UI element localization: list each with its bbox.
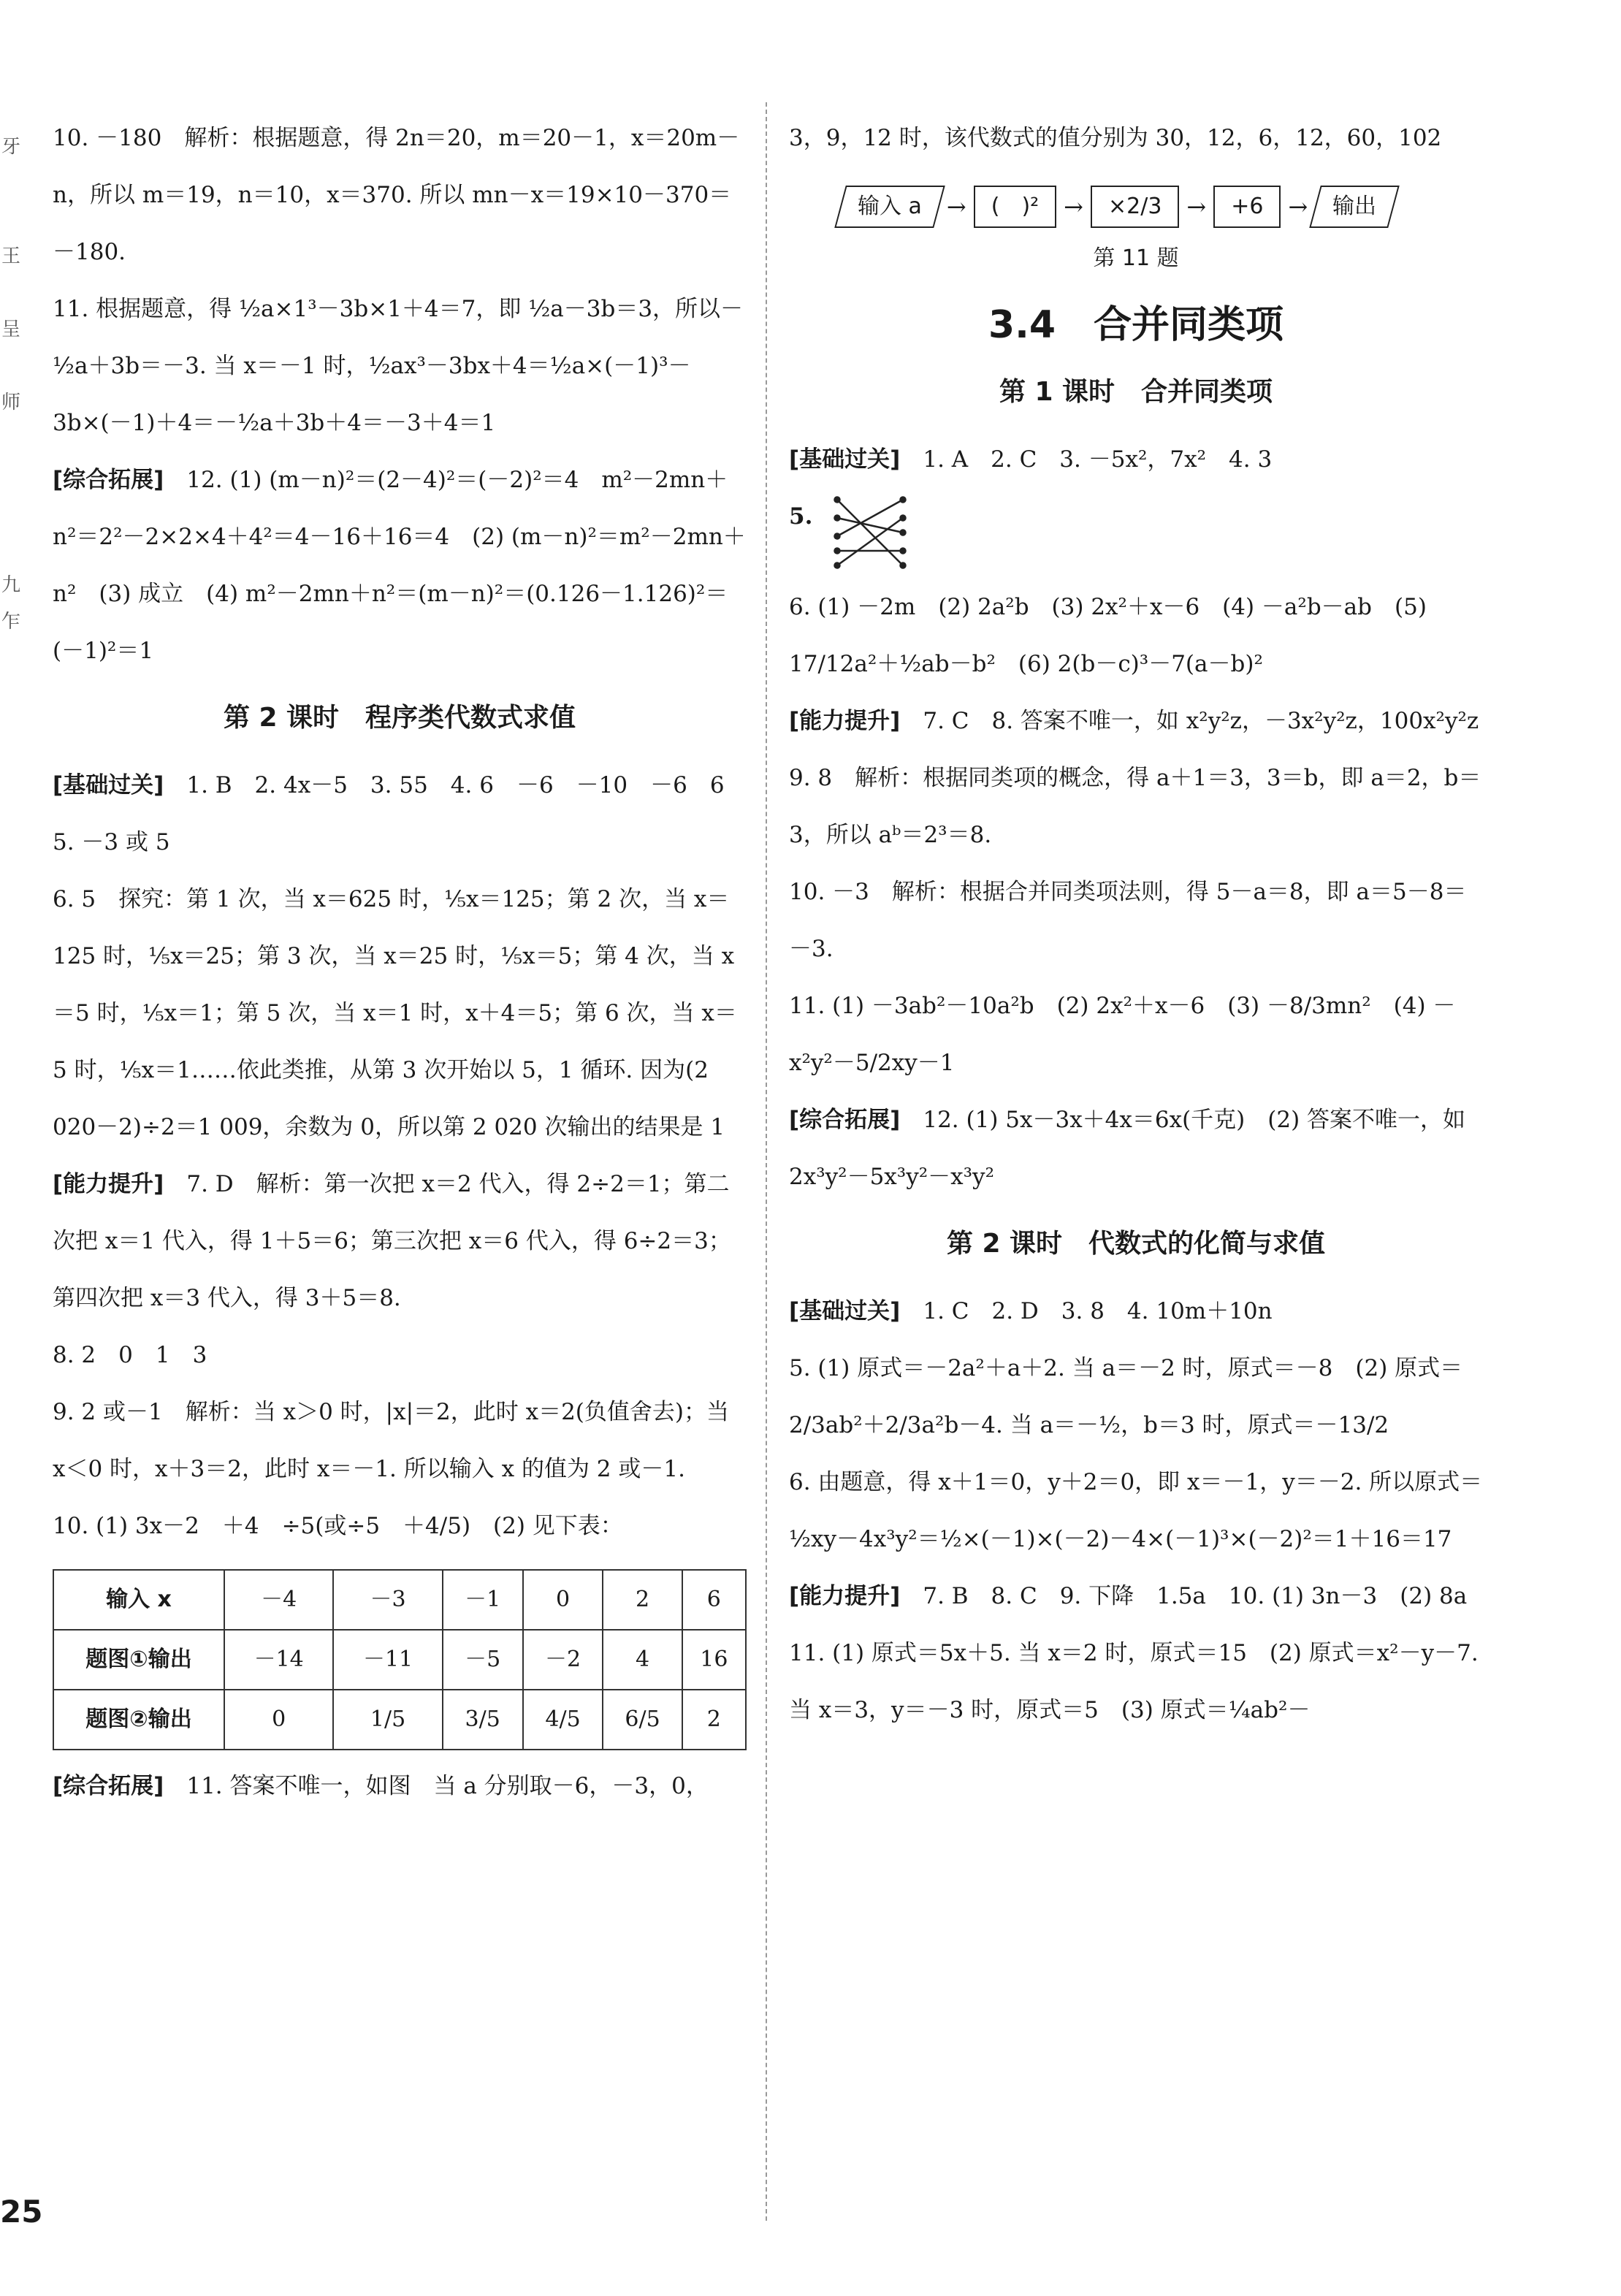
answer-q5 xyxy=(789,488,1483,579)
table-cell: －5 xyxy=(443,1630,523,1690)
table-cell: 题图②输出 xyxy=(53,1690,224,1750)
table-cell: －2 xyxy=(523,1630,603,1690)
flow-square-box: ( )² xyxy=(974,186,1056,228)
table-cell: 16 xyxy=(682,1630,746,1690)
answer-q12 xyxy=(53,451,747,679)
answer-q11b-cont: 3，9，12 时，该代数式的值分别为 30，12，6，12，60，102 xyxy=(789,125,1442,151)
answer-q7 xyxy=(53,1156,747,1327)
section-tag: [基础过关] xyxy=(53,772,164,798)
edge-char: 九 xyxy=(1,574,21,596)
section-tag: [能力提升] xyxy=(53,1171,164,1197)
basic-answers xyxy=(789,431,1483,488)
answer-q11b-text: 11. 答案不唯一，如图 当 a 分别取－6，－3，0， xyxy=(186,1773,709,1799)
arrow-icon: → xyxy=(946,193,966,221)
arrow-icon: → xyxy=(1064,193,1083,221)
basic-answers-text: 1. B 2. 4x－5 3. 55 4. 6 －6 －10 －6 6 5. －3 或 5 xyxy=(53,772,747,855)
section-tag: [基础过关] xyxy=(789,1298,901,1324)
table-cell: 2 xyxy=(682,1690,746,1750)
flow-input-box: 输入 a xyxy=(834,186,945,228)
table-cell: －14 xyxy=(224,1630,333,1690)
basic-answers-text: 1. C 2. D 3. 8 4. 10m＋10n xyxy=(923,1298,1273,1324)
right-column xyxy=(789,110,1486,1739)
answer-q9: 9. 2 或－1 解析：当 x＞0 时，|x|＝2，此时 x＝2(负值舍去)；当 x＜0 时，x＋3＝2，此时 x＝－1. 所以输入 x 的值为 2 或－1. xyxy=(53,1399,736,1482)
table-cell: 输入 x xyxy=(53,1570,224,1630)
answer-q12-text: 12. (1) (m－n)²＝(2－4)²＝(－2)²＝4 m²－2mn＋n²＝2²－2×2×4＋4²＝4－16＋16＝4 (2) (m－n)²＝m²－2mn＋n² (3) 成立 (4) m²－2mn＋n²＝(m－n)²＝(0.126－1.126)²＝(－1)²＝1 xyxy=(53,467,746,664)
table-cell: 3/5 xyxy=(443,1690,523,1750)
answer-q11c: 11. (1) 原式＝5x＋5. 当 x＝2 时，原式＝15 (2) 原式＝x²－y－7. 当 x＝3，y＝－3 时，原式＝5 (3) 原式＝¼ab²－ xyxy=(789,1640,1486,1723)
basic-answers xyxy=(53,757,747,871)
edge-char: 牙 xyxy=(1,136,21,158)
section-tag: [综合拓展] xyxy=(53,467,164,493)
table-cell: 0 xyxy=(523,1570,603,1630)
answer-q5-label: 5. xyxy=(789,503,813,530)
section-title: 3.4 合并同类项 xyxy=(988,303,1284,347)
answer-q11: 11. 根据题意，得 ½a×1³－3b×1＋4＝7，即 ½a－3b＝3，所以－½a＋3b＝－3. 当 x＝－1 时，½ax³－3bx＋4＝½a×(－1)³－3b×(－1)＋4＝－½a＋3b＋4＝－3＋4＝1 xyxy=(53,296,744,436)
answer-table xyxy=(53,1569,747,1750)
left-column xyxy=(53,110,747,1815)
section-tag: [综合拓展] xyxy=(789,1107,901,1133)
table-cell: －11 xyxy=(333,1630,442,1690)
edge-char: 王 xyxy=(1,245,21,267)
section-tag: [能力提升] xyxy=(789,1583,901,1609)
answer-q10b: 10. (1) 3x－2 ＋4 ÷5(或÷5 ＋4/5) (2) 见下表： xyxy=(53,1513,623,1539)
answer-q7-8 xyxy=(789,693,1483,750)
answer-q10: 10. －3 解析：根据合并同类项法则，得 5－a＝8，即 a＝5－8＝－3. xyxy=(789,879,1467,962)
table-cell: －1 xyxy=(443,1570,523,1630)
answer-q12-text: 12. (1) 5x－3x＋4x＝6x(千克) (2) 答案不唯一，如 2x³y²－5x³y²－x³y² xyxy=(789,1107,1473,1190)
lesson-title: 第 1 课时 合并同类项 xyxy=(999,377,1273,407)
table-cell: 题图①输出 xyxy=(53,1630,224,1690)
section-tag: [基础过关] xyxy=(789,446,901,473)
answer-q6: 6. (1) －2m (2) 2a²b (3) 2x²＋x－6 (4) －a²b－ab (5) 17/12a²＋½ab－b² (6) 2(b－c)³－7(a－b)² xyxy=(789,594,1434,677)
table-row xyxy=(53,1690,746,1750)
arrow-icon: → xyxy=(1186,193,1207,221)
basic-answers-text: 1. A 2. C 3. －5x²，7x² 4. 3 xyxy=(923,446,1273,473)
answer-q10: 10. －180 解析：根据题意，得 2n＝20，m＝20－1，x＝20m－n，所以 m＝19，n＝10，x＝370. 所以 mn－x＝19×10－370＝－180. xyxy=(53,125,740,265)
section-tag: [能力提升] xyxy=(789,708,901,734)
answer-q5b: 5. (1) 原式＝－2a²＋a＋2. 当 a＝－2 时，原式＝－8 (2) 原式＝2/3ab²＋2/3a²b－4. 当 a＝－½，b＝3 时，原式＝－13/2 xyxy=(789,1355,1463,1438)
table-cell: 2 xyxy=(603,1570,682,1630)
answer-q11: 11. (1) －3ab²－10a²b (2) 2x²＋x－6 (3) －8/3mn² (4) －x²y²－5/2xy－1 xyxy=(789,993,1456,1076)
table-row xyxy=(53,1630,746,1690)
flow-add-box: +6 xyxy=(1213,186,1281,228)
answer-q6: 6. 5 探究：第 1 次，当 x＝625 时，⅕x＝125；第 2 次，当 x＝125 时，⅕x＝25；第 3 次，当 x＝25 时，⅕x＝5；第 4 次，当 x＝5 时，⅕x＝1；第 5 次，当 x＝1 时，x＋4＝5；第 6 次，当 x＝5 时，⅕x＝1……依此类推，从第 3 次开始以 5，1 循环. 因为(2 020－2)÷2＝1 009，余数为 0，所以第 2 020 次输出的结果是 1 xyxy=(53,886,737,1140)
page-number: 25 xyxy=(0,2194,43,2230)
edge-char: 呈 xyxy=(1,319,21,340)
column-divider xyxy=(766,102,767,2221)
table-cell: 4 xyxy=(603,1630,682,1690)
flow-output-box: 输出 xyxy=(1309,186,1400,228)
table-cell: 6 xyxy=(682,1570,746,1630)
table-cell: －4 xyxy=(224,1570,333,1630)
answer-q7-8-text: 7. C 8. 答案不唯一，如 x²y²z，－3x²y²z，100x²y²z xyxy=(923,708,1479,734)
flow-multiply-box: ×2/3 xyxy=(1091,186,1179,228)
answer-q9: 9. 8 解析：根据同类项的概念，得 a＋1＝3，3＝b，即 a＝2，b＝3，所以 aᵇ＝2³＝8. xyxy=(789,765,1481,848)
answer-q11b xyxy=(53,1758,747,1815)
arrow-icon: → xyxy=(1288,193,1308,221)
answer-q7-10 xyxy=(789,1568,1483,1625)
edge-char: 乍 xyxy=(1,611,21,633)
answer-q7-text: 7. D 解析：第一次把 x＝2 代入，得 2÷2＝1；第二次把 x＝1 代入，得 1＋5＝6；第三次把 x＝6 代入，得 6÷2＝3；第四次把 x＝3 代入，得 3＋5＝8. xyxy=(53,1171,731,1311)
lesson-title: 第 2 课时 程序类代数式求值 xyxy=(223,703,576,733)
answer-q6b: 6. 由题意，得 x＋1＝0，y＋2＝0，即 x＝－1，y＝－2. 所以原式＝½xy－4x³y²＝½×(－1)×(－2)－4×(－1)³×(－2)²＝1＋16＝17 xyxy=(789,1469,1483,1552)
basic-answers xyxy=(789,1283,1483,1340)
table-row xyxy=(53,1570,746,1630)
table-cell: 6/5 xyxy=(603,1690,682,1750)
lesson-title: 第 2 课时 代数式的化简与求值 xyxy=(946,1229,1326,1259)
edge-char: 师 xyxy=(1,392,21,413)
table-cell: 0 xyxy=(224,1690,333,1750)
table-cell: 1/5 xyxy=(333,1690,442,1750)
answer-q7-10-text: 7. B 8. C 9. 下降 1.5a 10. (1) 3n－3 (2) 8a xyxy=(923,1583,1468,1609)
table-cell: 4/5 xyxy=(523,1690,603,1750)
figure-caption: 第 11 题 xyxy=(1093,245,1179,271)
table-cell: －3 xyxy=(333,1570,442,1630)
section-tag: [综合拓展] xyxy=(53,1773,164,1799)
answer-q12 xyxy=(789,1091,1483,1205)
flow-diagram xyxy=(840,174,1483,240)
matching-lines-figure xyxy=(830,492,910,573)
answer-q8: 8. 2 0 1 3 xyxy=(53,1342,207,1368)
